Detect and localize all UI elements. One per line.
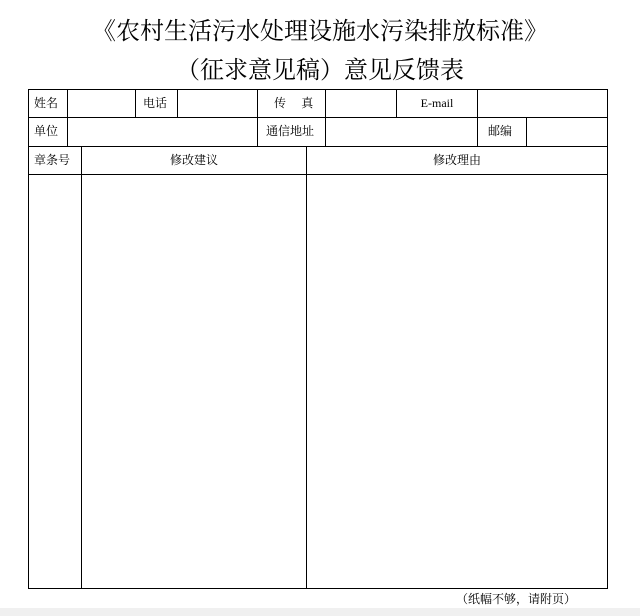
column-divider	[257, 117, 258, 146]
email-label: E-mail	[420, 96, 454, 110]
name-label: 姓名	[34, 96, 59, 110]
reason-area[interactable]	[307, 175, 607, 588]
phone-field[interactable]	[178, 90, 257, 117]
column-divider	[257, 89, 258, 117]
postcode-field[interactable]	[527, 118, 607, 146]
unit-field[interactable]	[68, 118, 257, 146]
address-label: 通信地址	[266, 124, 315, 138]
table-bottom-border	[28, 588, 608, 589]
column-divider	[477, 117, 478, 146]
column-divider	[135, 89, 136, 117]
phone-label: 电话	[143, 96, 168, 110]
table-right-border	[607, 89, 608, 589]
fax-label: 传 真	[274, 96, 314, 110]
footnote: （纸幅不够，请附页）	[456, 592, 577, 606]
section-number-area[interactable]	[29, 175, 81, 588]
postcode-label: 邮编	[488, 124, 513, 138]
suggestion-area[interactable]	[82, 175, 306, 588]
reason-header: 修改理由	[432, 153, 481, 167]
suggestion-header: 修改建议	[169, 153, 218, 167]
name-field[interactable]	[68, 90, 135, 117]
form-title: 《农村生活污水处理设施水污染排放标准》	[92, 17, 548, 45]
email-field[interactable]	[478, 90, 607, 117]
address-field[interactable]	[326, 118, 477, 146]
form-subtitle: （征求意见稿）意见反馈表	[176, 56, 464, 84]
unit-label: 单位	[34, 124, 59, 138]
section-number-header: 章条号	[34, 153, 71, 167]
page-bottom-edge	[0, 608, 640, 616]
fax-field[interactable]	[326, 90, 396, 117]
row-divider	[28, 146, 608, 147]
